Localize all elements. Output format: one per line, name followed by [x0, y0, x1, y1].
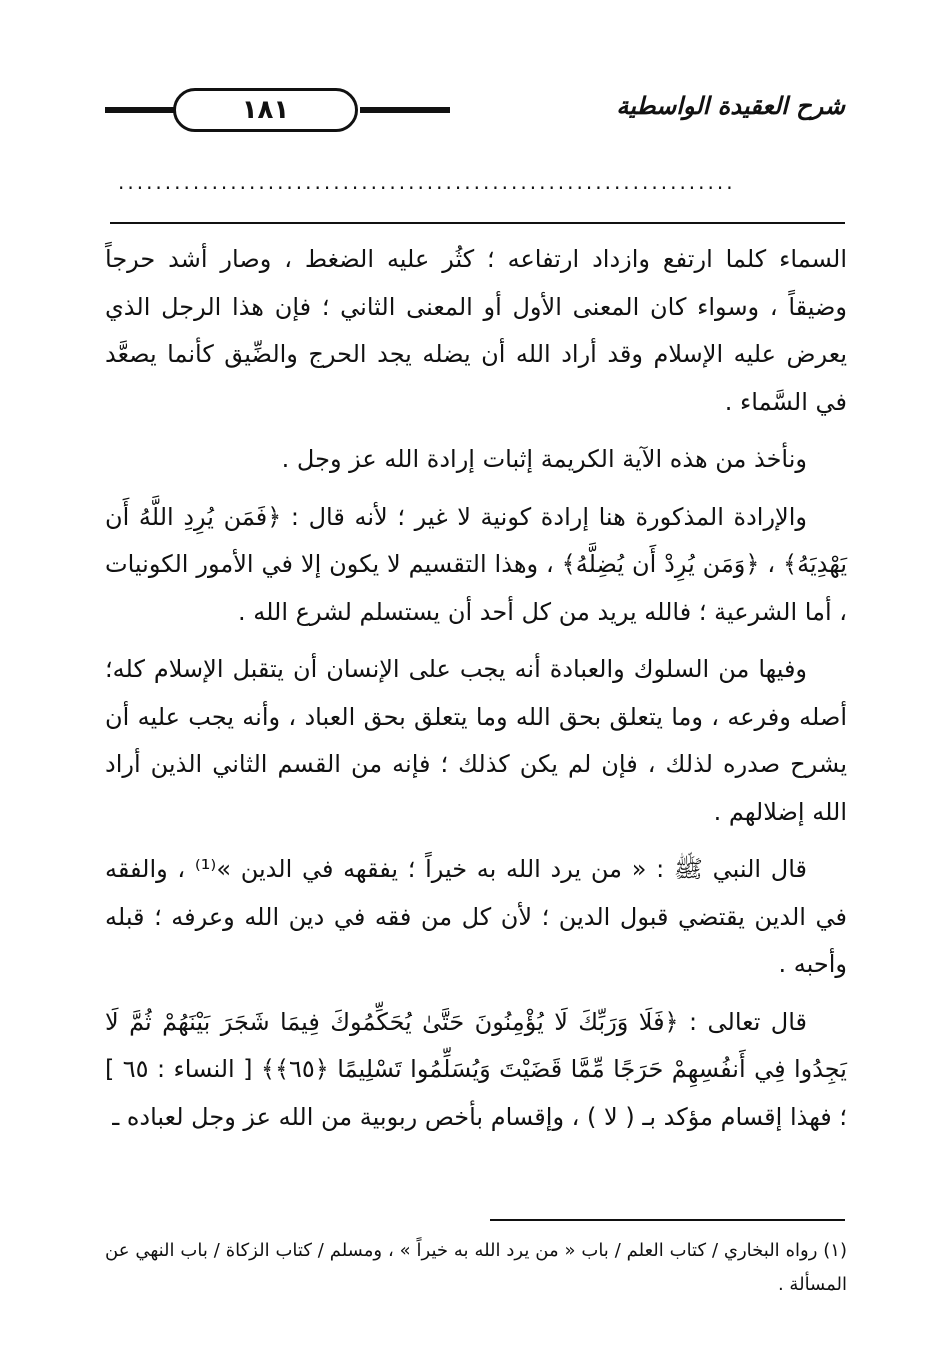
footnote [105, 1234, 847, 1302]
paragraph: والإرادة المذكورة هنا إرادة كونية لا غير ؛ لأنه قال : ﴿فَمَن يُرِدِ اللَّهُ أَن يَهْدِيَهُ﴾ ، ﴿وَمَن يُرِدْ أَن يُضِلَّهُ﴾ ، وهذا التقسيم لا يكون إلا في الأمور الكونيات ، أما الشرعية ؛ فالله يريد من كل أحد أن يستسلم لشرع الله . [105, 502, 847, 626]
main-text [105, 236, 847, 1151]
book-title: شرح العقيدة الواسطية [616, 92, 845, 120]
header-rule-middle [360, 107, 450, 113]
header-rule-left [105, 107, 175, 113]
paragraph: قال النبي ﷺ : « من يرد الله به خيراً ؛ يفقهه في الدين »⁽¹⁾ ، والفقه في الدين يقتضي قبول الدين ؛ لأن كل من فقه في دين الله وعرفه ؛ قبله وأحبه . [105, 855, 847, 978]
footnote-text: (١) رواه البخاري / كتاب العلم / باب « من يرد الله به خيراً » ، ومسلم / كتاب الزكاة / باب النهي عن المسألة . [105, 1240, 847, 1295]
paragraph: السماء كلما ارتفع وازداد ارتفاعه ؛ كثُر عليه الضغط ، وصار أشد حرجاً وضيقاً ، وسواء كان المعنى الأول أو المعنى الثاني ؛ فإن هذا الرجل الذي يعرض عليه الإسلام وقد أراد الله أن يضله يجد الحرج والضِّيق كأنما يصعَّد في السَّماء . [105, 245, 847, 416]
footnote-rule [490, 1219, 845, 1221]
page-header [105, 80, 845, 140]
paragraph: قال تعالى : ﴿فَلَا وَرَبِّكَ لَا يُؤْمِنُونَ حَتَّىٰ يُحَكِّمُوكَ فِيمَا شَجَرَ بَيْنَهُمْ ثُمَّ لَا يَجِدُوا فِي أَنفُسِهِمْ حَرَجًا مِّمَّا قَضَيْتَ وَيُسَلِّمُوا تَسْلِيمًا ﴿٦٥﴾﴾ [ النساء : ٦٥ ] ؛ فهذا إقسام مؤكد بـ ( لا ) ، وإقسام بأخص ربوبية من الله عز وجل لعباده ـ [105, 1007, 847, 1131]
page-number: ١٨١ [173, 88, 358, 132]
paragraph: وفيها من السلوك والعبادة أنه يجب على الإنسان أن يتقبل الإسلام كله؛ أصله وفرعه ، وما يتعلق بحق الله وما يتعلق بحق العباد ، وأنه يجب عليه أن يشرح صدره لذلك ، فإن لم يكن كذلك ؛ فإنه من القسم الثاني الذين أراد الله إضلالهم . [105, 655, 847, 826]
paragraph: ونأخذ من هذه الآية الكريمة إثبات إرادة الله عز وجل . [281, 445, 807, 473]
top-rule [110, 222, 845, 224]
dotted-separator: .................................................................. [118, 170, 736, 194]
